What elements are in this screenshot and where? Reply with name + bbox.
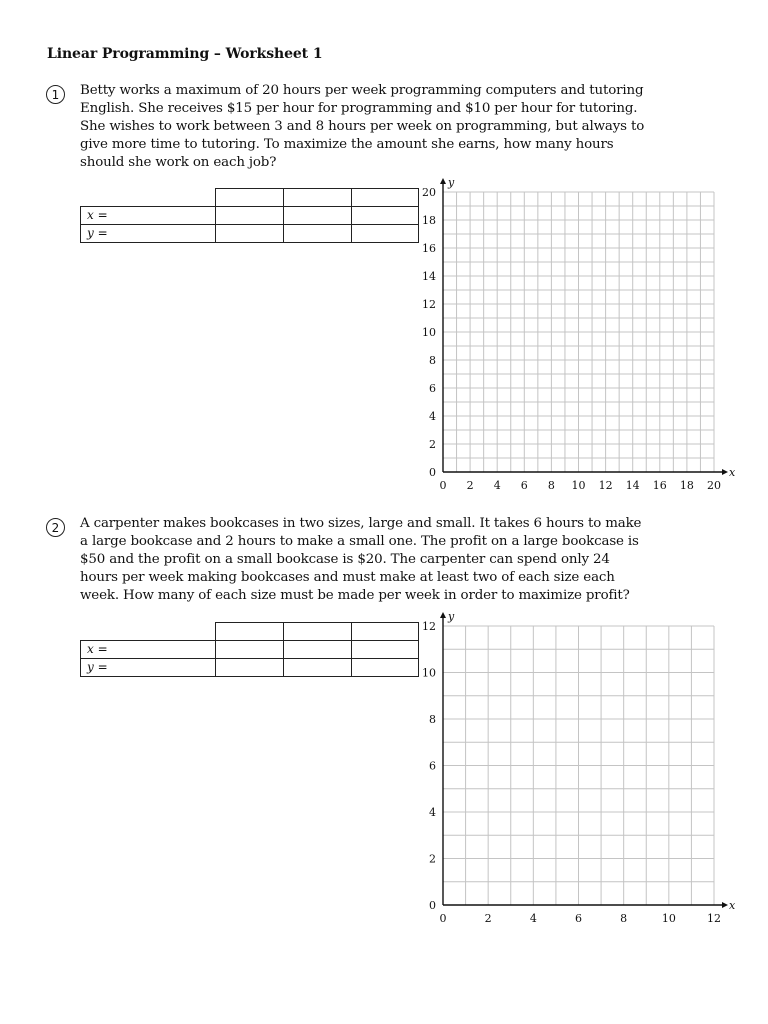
y-axis-label: y (448, 610, 455, 623)
question-1-line-2: English. She receives $15 per hour for programming and $10 per hour for tutoring. (80, 101, 638, 116)
question-1-line-1: Betty works a maximum of 20 hours per week programming computers and tutoring (80, 83, 644, 98)
table-row-label-x: x = (81, 207, 216, 225)
question-1-line-3: She wishes to work between 3 and 8 hours per week on programming, but always to (80, 119, 645, 134)
question-1-line-4: give more time to tutoring. To maximize the amount she earns, how many hours (80, 137, 614, 152)
y-tick-label: 2 (429, 852, 436, 866)
x-tick-label: 4 (493, 479, 501, 492)
x-tick-label: 4 (529, 912, 537, 925)
y-tick-label: 14 (422, 270, 436, 283)
y-tick-label: 0 (429, 466, 436, 479)
question-2-line-3: $50 and the profit on a small bookcase is $20. The carpenter can spend only 24 (80, 552, 610, 567)
y-tick-label: 8 (429, 354, 436, 367)
y-tick-label: 6 (429, 759, 436, 773)
question-2-line-2: a large bookcase and 2 hours to make a small one. The profit on a large bookcase is (80, 534, 639, 549)
x-tick-label: 12 (707, 912, 721, 925)
x-tick-label: 20 (707, 479, 721, 492)
x-axis-label: x (729, 466, 736, 479)
x-tick-label: 6 (520, 479, 528, 492)
x-tick-label: 10 (661, 912, 676, 925)
y-tick-label: 2 (429, 438, 436, 451)
y-tick-label: 12 (422, 298, 436, 311)
x-tick-label: 12 (598, 479, 613, 492)
question-2-line-4: hours per week making bookcases and must make at least two of each size each (80, 570, 615, 585)
y-tick-label: 18 (422, 214, 436, 227)
y-tick-label: 8 (429, 713, 436, 726)
y-tick-label: 10 (422, 666, 436, 680)
x-tick-label: 16 (652, 479, 667, 492)
question-1-line-5: should she work on each job? (80, 155, 277, 170)
y-tick-label: 4 (429, 410, 436, 423)
y-tick-label: 6 (429, 382, 436, 395)
x-tick-label: 8 (547, 479, 555, 492)
x-tick-label: 18 (679, 479, 694, 492)
y-axis-label: y (448, 176, 455, 189)
table-row-label-y: y = (81, 225, 216, 243)
x-tick-label: 14 (625, 479, 640, 492)
question-2-number-circle: 2 (46, 518, 65, 537)
y-tick-label: 0 (429, 899, 436, 912)
x-tick-label: 6 (575, 912, 582, 925)
y-tick-label: 12 (422, 620, 436, 633)
y-axis-arrow-icon (440, 612, 446, 618)
x-tick-label: 0 (439, 912, 447, 925)
y-tick-label: 10 (422, 326, 436, 339)
x-tick-label: 2 (484, 912, 492, 925)
x-axis-label: x (729, 899, 736, 912)
table-row-label-y: y = (81, 659, 216, 677)
x-tick-label: 8 (620, 912, 628, 925)
x-axis-arrow-icon (722, 902, 728, 908)
worksheet-title: Linear Programming – Worksheet 1 (47, 46, 323, 62)
question-2-line-1: A carpenter makes bookcases in two sizes, large and small. It takes 6 hours to make (80, 516, 642, 531)
x-tick-label: 0 (439, 479, 447, 492)
table-row-label-x: x = (81, 641, 216, 659)
x-tick-label: 10 (571, 479, 586, 492)
y-tick-label: 4 (429, 806, 436, 819)
y-tick-label: 20 (422, 186, 436, 199)
question-2-line-5: week. How many of each size must be made per week in order to maximize profit? (80, 588, 630, 603)
y-tick-label: 16 (422, 242, 436, 255)
question-1-number-circle: 1 (46, 85, 65, 104)
x-tick-label: 2 (466, 479, 474, 492)
